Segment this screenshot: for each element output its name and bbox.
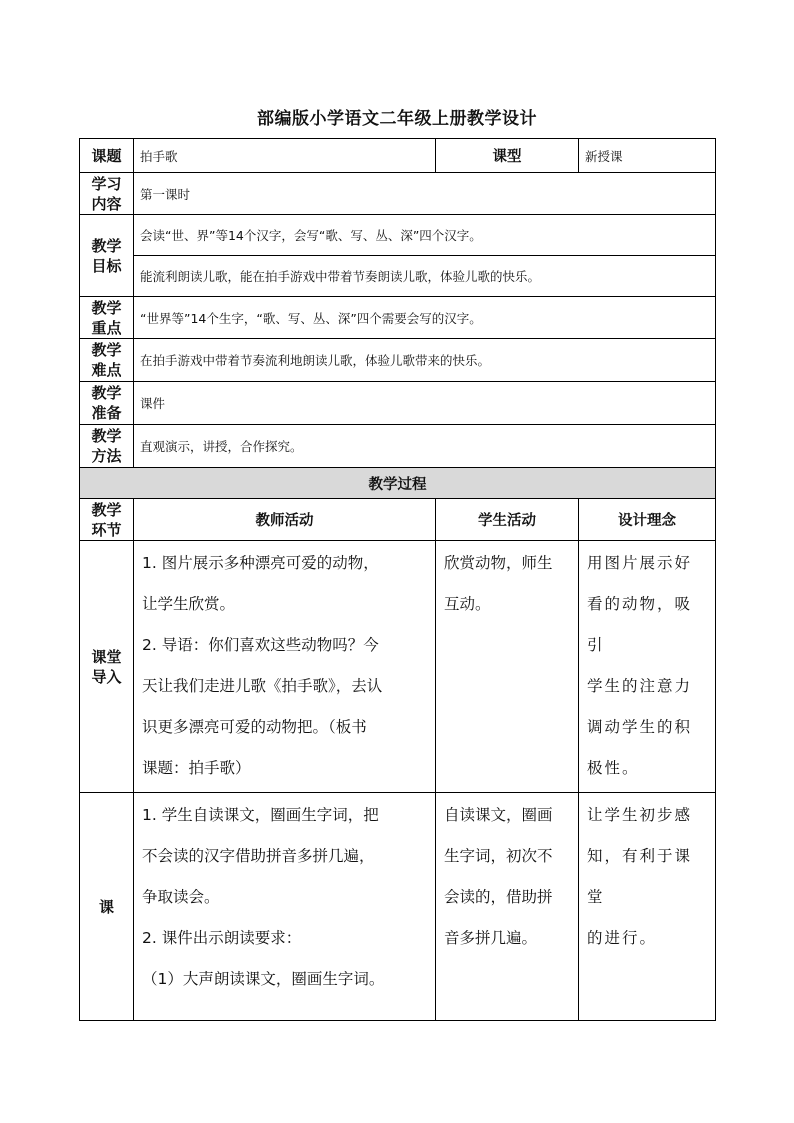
lesson-plan-table (79, 138, 716, 1021)
preparation-value: 课件 (134, 382, 716, 425)
preparation-label: 教学 准备 (80, 382, 134, 425)
content-label: 学习 内容 (80, 173, 134, 215)
topic-value: 拍手歌 (134, 139, 436, 173)
stage-column-header: 教学 环节 (80, 499, 134, 541)
stage-intro-label: 课堂 导入 (80, 541, 134, 793)
key-points-row (80, 297, 716, 339)
process-section-title: 教学过程 (80, 468, 716, 499)
student-activity-header: 学生活动 (436, 499, 579, 541)
stage-lesson-concept: 让学生初步感 知，有利于课堂 的进行。 (579, 793, 716, 1021)
key-points-value: “世界等”14个生字，“歌、写、丛、深”四个需要会写的汉字。 (134, 297, 716, 339)
design-concept-header: 设计理念 (579, 499, 716, 541)
content-row (80, 173, 716, 215)
stage-intro-row (80, 541, 716, 793)
type-label: 课型 (436, 139, 579, 173)
difficulties-value: 在拍手游戏中带着节奏流利地朗读儿歌，体验儿歌带来的快乐。 (134, 339, 716, 382)
methods-label: 教学 方法 (80, 425, 134, 468)
document-title: 部编版小学语文二年级上册教学设计 (257, 109, 537, 129)
difficulties-label: 教学 难点 (80, 339, 134, 382)
stage-intro-teacher: 1. 图片展示多种漂亮可爱的动物， 让学生欣赏。 2. 导语：你们喜欢这些动物吗？今 天让我们走进儿歌《拍手歌》，去认 识更多漂亮可爱的动物把。（板书 课题：拍手歌） (134, 541, 436, 793)
content-value: 第一课时 (134, 173, 716, 215)
process-header-row (80, 499, 716, 541)
goals-row-1 (80, 215, 716, 256)
process-section-row (80, 468, 716, 499)
stage-lesson-label: 课 (80, 793, 134, 1021)
methods-value: 直观演示，讲授，合作探究。 (134, 425, 716, 468)
key-points-label: 教学 重点 (80, 297, 134, 339)
goals-row-2 (80, 256, 716, 297)
stage-intro-student: 欣赏动物，师生 互动。 (436, 541, 579, 793)
difficulties-row (80, 339, 716, 382)
header-row (80, 139, 716, 173)
teacher-activity-header: 教师活动 (134, 499, 436, 541)
topic-label: 课题 (80, 139, 134, 173)
stage-intro-concept: 用图片展示好 看的动物，吸引 学生的注意力 调动学生的积 极性。 (579, 541, 716, 793)
goals-line-1: 会读“世、界”等14个汉字，会写“歌、写、丛、深”四个汉字。 (134, 215, 716, 256)
preparation-row (80, 382, 716, 425)
stage-lesson-student: 自读课文，圈画 生字词，初次不 会读的，借助拼 音多拼几遍。 (436, 793, 579, 1021)
goals-line-2: 能流利朗读儿歌，能在拍手游戏中带着节奏朗读儿歌，体验儿歌的快乐。 (134, 256, 716, 297)
stage-lesson-row (80, 793, 716, 1021)
type-value: 新授课 (579, 139, 716, 173)
stage-lesson-teacher: 1. 学生自读课文，圈画生字词，把 不会读的汉字借助拼音多拼几遍， 争取读会。 2. 课件出示朗读要求： （1）大声朗读课文，圈画生字词。 (134, 793, 436, 1021)
methods-row (80, 425, 716, 468)
goals-label: 教学 目标 (80, 215, 134, 297)
